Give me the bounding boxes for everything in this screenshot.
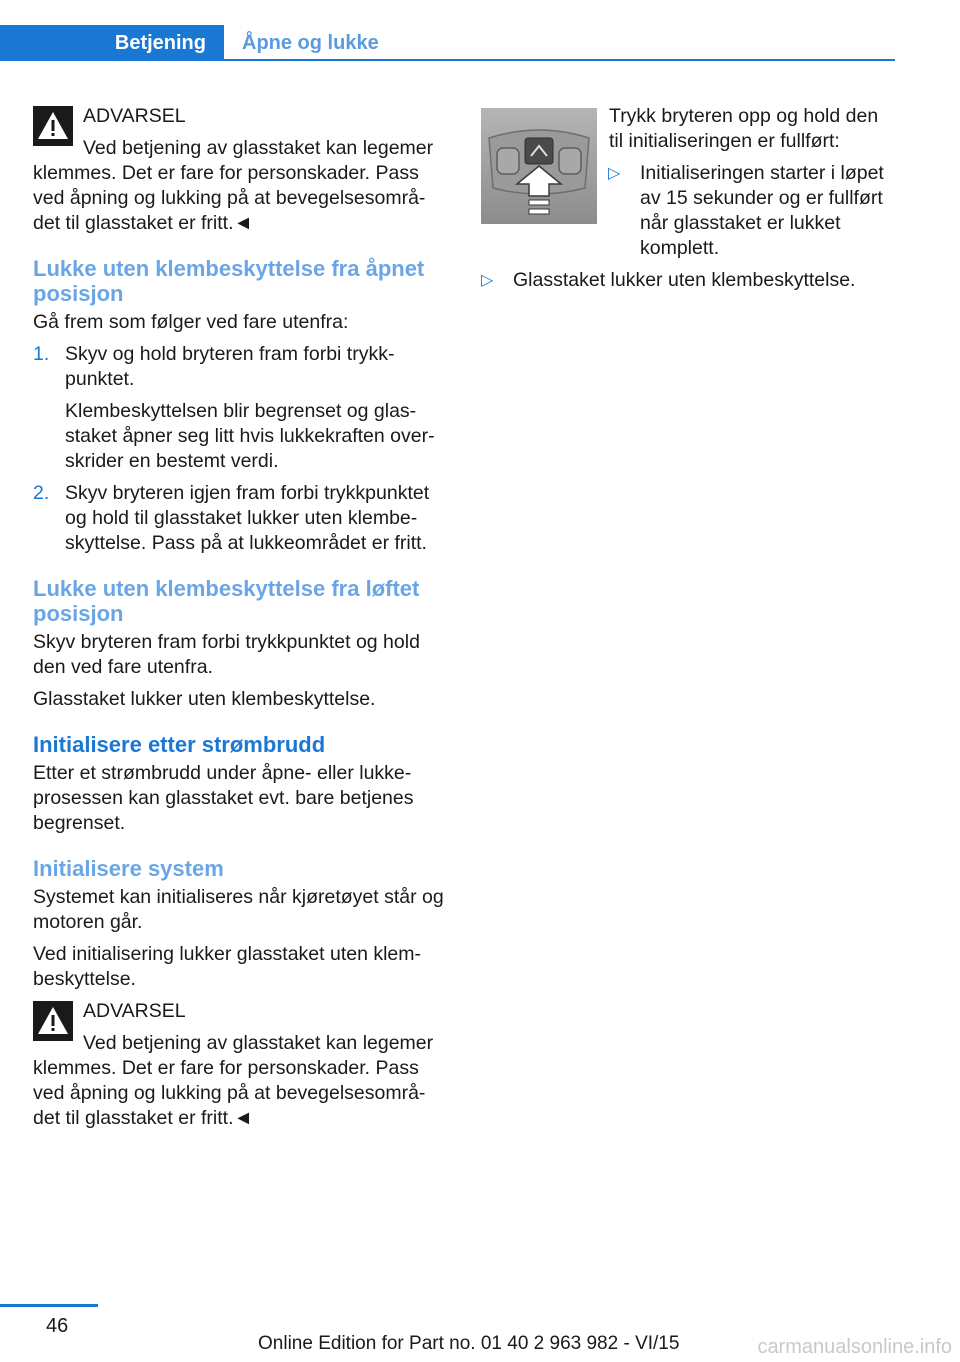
list-item-text: Initialiseringen starter i løpet av 15 sekunder og er fullført når glasstaket er lukket komplett. [640,162,884,259]
paragraph: Ved initialisering lukker glasstaket uten klem-beskyttelse. [33,943,422,990]
step-subtext: Klembeskyttelsen blir begrenset og glas-staket åpner seg litt hvis lukkekraften over-skrider en bestemt verdi. [65,400,435,472]
right-column [481,104,895,300]
paragraph: Etter et strømbrudd under åpne- eller lukke-prosessen kan glasstaket evt. bare betjenes begrenset. [33,762,414,834]
list-item [481,268,895,293]
step-list [33,342,445,556]
page-number: 46 [46,1315,69,1337]
paragraph: Gå frem som følger ved fare utenfra: [33,311,349,333]
footer-rule [0,1304,98,1307]
edition-text: Online Edition for Part no. 01 40 2 963 982 - VI/15 [258,1333,680,1354]
warning-block-2 [33,999,445,1131]
heading-lukke-apnet: Lukke uten klembeskyttelse fra åpnet posisjon [33,256,425,306]
roof-switch-illustration [481,108,597,224]
step-item [33,342,445,474]
warning-block-1 [33,104,445,236]
step-item [33,481,445,556]
tab-apne-og-lukke-label: Åpne og lukke [242,31,379,54]
paragraph: Glasstaket lukker uten klembeskyttelse. [33,688,376,710]
paragraph: Trykk bryteren opp og hold den til initialiseringen er fullført: [609,105,879,152]
bullet-triangle-icon: ▷ [481,272,494,289]
warning-text: Ved betjening av glasstaket kan legemer klemmes. Det er fare for personskader. Pass ved åpning og lukking på at bevegelsesområ-det til glasstaket er fritt.◄ [33,1032,434,1129]
tab-betjening-label: Betjening [114,31,206,54]
bullet-triangle-icon: ▷ [608,165,621,182]
tab-apne-og-lukke[interactable] [242,25,379,61]
warning-triangle-icon [33,106,73,146]
tab-betjening[interactable] [0,25,224,61]
warning-title: ADVARSEL [83,1000,186,1022]
heading-initialisere-system: Initialisere system [33,856,224,881]
watermark: carmanualsonline.info [757,1336,952,1358]
heading-initialisere-strombrudd: Initialisere etter strømbrudd [33,732,326,757]
list-item-text: Glasstaket lukker uten klembeskyttelse. [513,269,856,291]
header-rule [224,59,895,61]
step-text: Skyv bryteren igjen fram forbi trykkpunktet og hold til glasstaket lukker uten klembe-skyttelse. Pass på at lukkeområdet er fritt. [65,482,430,554]
paragraph: Skyv bryteren fram forbi trykkpunktet og hold den ved fare utenfra. [33,631,420,678]
paragraph: Systemet kan initialiseres når kjøretøyet står og motoren går. [33,886,444,933]
step-number: 2. [33,482,50,504]
warning-title: ADVARSEL [83,105,186,127]
heading-lukke-loftet: Lukke uten klembeskyttelse fra løftet posisjon [33,576,420,626]
list-item [608,161,895,261]
step-text: Skyv og hold bryteren fram forbi trykk-punktet. [65,343,395,390]
warning-text: Ved betjening av glasstaket kan legemer klemmes. Det er fare for personskader. Pass ved åpning og lukking på at bevegelsesområ-det til glasstaket er fritt.◄ [33,137,434,234]
step-number: 1. [33,343,50,365]
warning-triangle-icon [33,1001,73,1041]
left-column [33,104,445,1138]
